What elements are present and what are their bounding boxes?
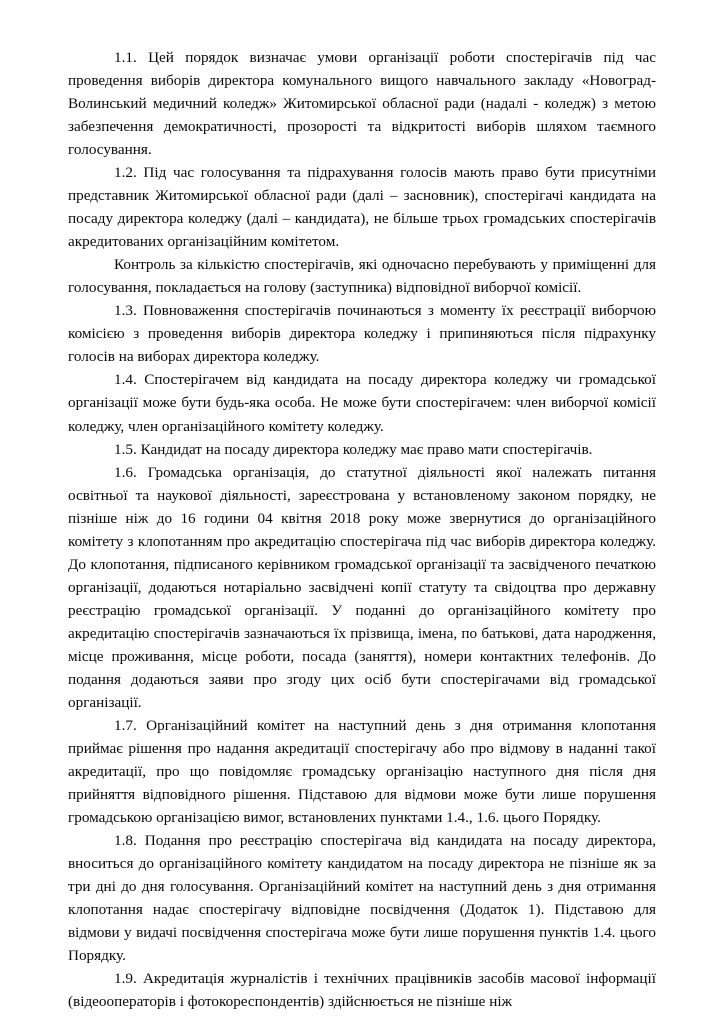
paragraph-1-4: 1.4. Спостерігачем від кандидата на посаду директора коледжу чи громадської організації може бути будь-яка особа. Не може бути спостерігачем: член виборчої комісії коледжу, член організаційного комітету коледжу. [68, 371, 656, 435]
paragraph-1-7: 1.7. Організаційний комітет на наступний день з дня отримання клопотання приймає рішення про надання акредитації спостерігачу або про відмову в наданні такої акредитації, про що повідомляє громадську організацію наступного дня після дня прийняття відповідного рішення. Підставою для відмови може бути лише порушення громадською організацією вимог, встановлених пунктами 1.4., 1.6. цього Порядку. [68, 716, 656, 827]
paragraph-1-6: 1.6. Громадська організація, до статутної діяльності якої належать питання освітньої та наукової діяльності, зареєстрована у встановленому законом порядку, не пізніше ніж до 16 години 04 квітня 2018 року може звернутися до організаційного комітету з клопотанням про акредитацію спостерігача під час виборів директора коледжу. До клопотання, підписаного керівником громадської організації та засвідченого печаткою організації, додаються нотаріально засвідчені копії статуту та свідоцтва про державну реєстрацію громадської організації. У поданні до організаційного комітету про акредитацію спостерігачів зазначаються їх прізвища, імена, по батькові, дата народження, місце проживання, місце роботи, посада (заняття), номери контактних телефонів. До подання додаються заяви про згоду цих осіб бути спостерігачами від громадської організації. [68, 463, 656, 711]
paragraph-1-2: 1.2. Під час голосування та підрахування голосів мають право бути присутніми представник Житомирської обласної ради (далі – засновник), спостерігачі кандидата на посаду директора коледжу (далі – кандидата), не більше трьох громадських спостерігачів акредитованих організаційним комітетом. [68, 164, 656, 251]
paragraph-1-3: 1.3. Повноваження спостерігачів починаються з моменту їх реєстрації виборчою комісією з проведення виборів директора коледжу і припиняються після підрахунку голосів на виборах директора коледжу. [68, 302, 656, 366]
paragraph-1-1: 1.1. Цей порядок визначає умови організації роботи спостерігачів під час проведення виборів директора комунального вищого навчального закладу «Новоград-Волинський медичний коледж» Житомирської обласної ради (надалі - коледж) з метою забезпечення демократичності, прозорості та відкритості виборів шляхом таємного голосування. [68, 49, 656, 159]
paragraph-control: Контроль за кількістю спостерігачів, які одночасно перебувають у приміщенні для голосування, покладається на голову (заступника) відповідної виборчої комісії. [68, 256, 656, 297]
paragraph-1-8: 1.8. Подання про реєстрацію спостерігача від кандидата на посаду директора, вноситься до організаційного комітету кандидатом на посаду директора не пізніше як за три дні до дня голосування. Організаційний комітет на наступний день з дня отримання клопотання надає спостерігачу відповідне посвідчення (Додаток 1). Підставою для відмови у видачі посвідчення спостерігача може бути лише порушення пунктів 1.4. цього Порядку. [68, 832, 656, 965]
paragraph-1-9: 1.9. Акредитація журналістів і технічних працівників засобів масової інформації (відеооператорів і фотокореспондентів) здійснюється не пізніше ніж [68, 970, 656, 1011]
paragraph-1-5: 1.5. Кандидат на посаду директора коледжу має право мати спостерігачів. [114, 440, 593, 458]
document-body [68, 46, 656, 1013]
